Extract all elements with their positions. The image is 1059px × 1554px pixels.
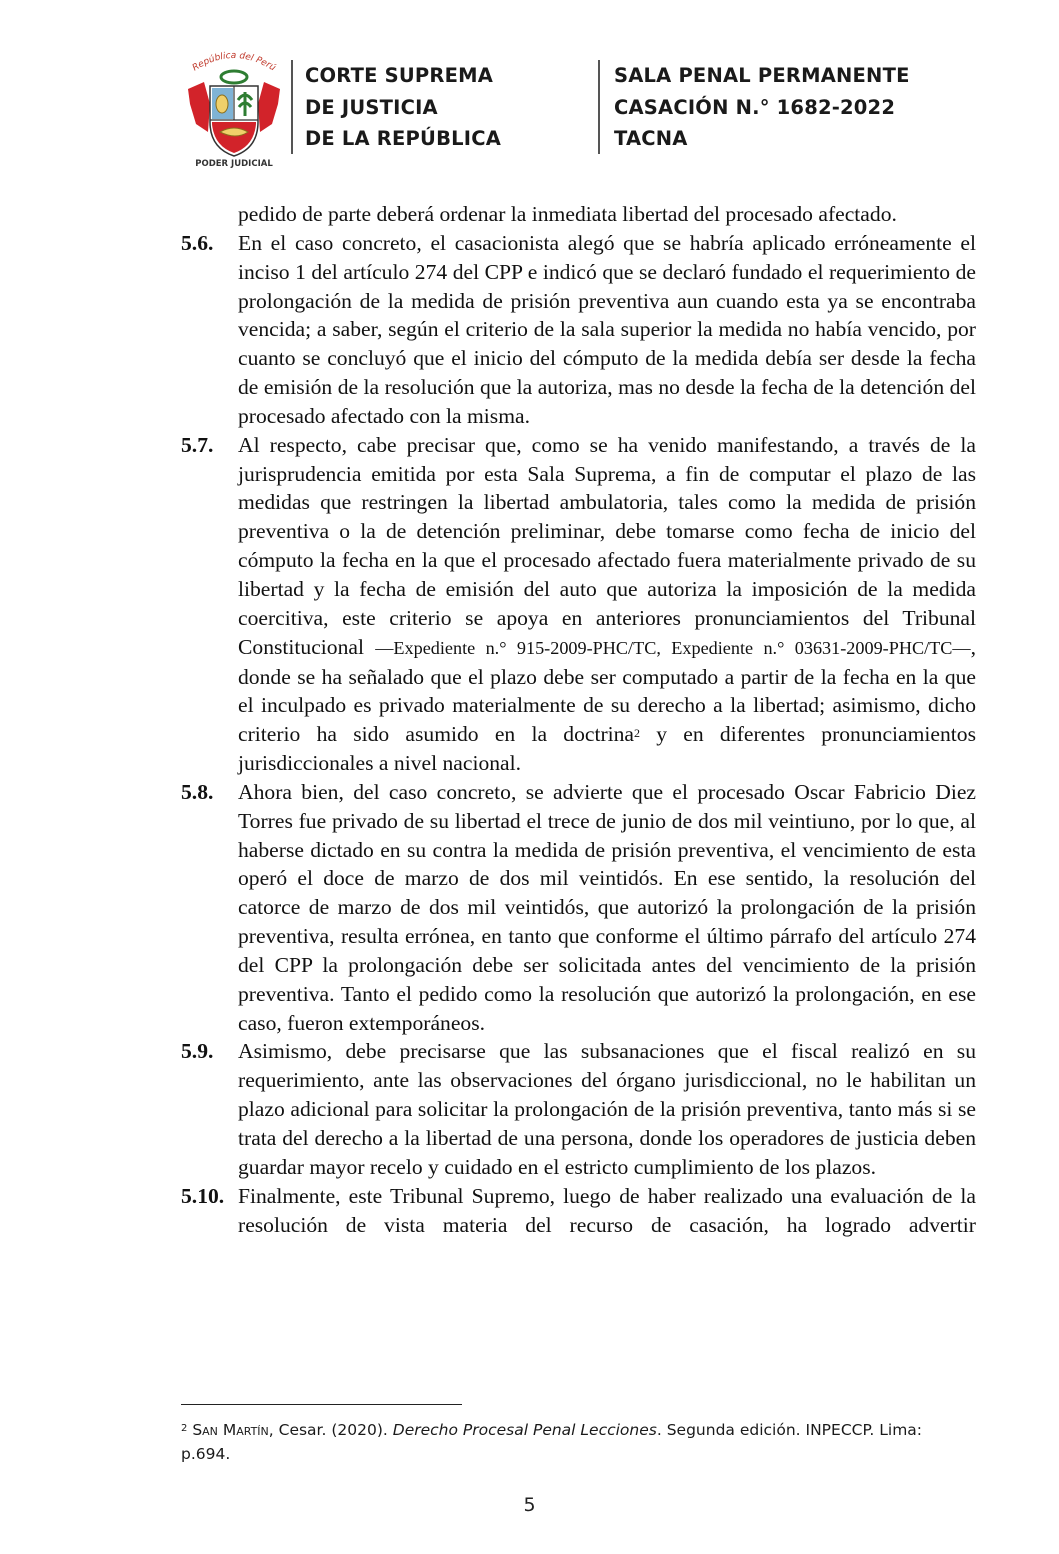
paragraph-continuation	[181, 200, 976, 229]
court-name-block	[291, 60, 501, 154]
paragraph-text: , donde se ha señalado que el plazo debe ser computado a partir de la fecha en la que el inculpado es privado materialmente de su derecho a la libertad; asimismo, dicho criterio ha sido asumido en la doctrina	[238, 634, 976, 747]
footnote-separator	[181, 1404, 462, 1405]
case-number: CASACIÓN N.° 1682-2022	[614, 95, 896, 119]
paragraph-text: En el caso concreto, el casacionista alegó que se habría aplicado erróneamente el inciso 1 del artículo 274 del CPP e indicó que se declaró fundado el requerimiento de prolongación de la medida de prisión preventiva aun cuando esta ya se encontraba vencida; a saber, según el criterio de la sala superior la medida no había vencido, por cuanto se concluyó que el inicio del cómputo de la medida debía ser desde la fecha de emisión de la resolución que la autoriza, mas no desde la fecha de la detención del procesado afectado con la misma.	[238, 230, 976, 428]
footnote-mark: 2	[181, 1423, 188, 1434]
paragraph-text: pedido de parte deberá ordenar la inmediata libertad del procesado afectado.	[238, 202, 897, 226]
seal-bottom-text: PODER JUDICIAL	[195, 159, 273, 168]
page-number: 5	[523, 1494, 536, 1516]
paragraph-number: 5.6.	[181, 230, 214, 255]
footnote-author: San Martín	[192, 1421, 269, 1439]
page-header	[180, 40, 910, 170]
case-citation: —Expediente n.° 915-2009-PHC/TC, Expediente n.° 03631-2009-PHC/TC—	[375, 637, 971, 658]
paragraph-number: 5.8.	[181, 779, 214, 804]
paragraph-text: Ahora bien, del caso concreto, se advierte que el procesado Oscar Fabricio Diez Torres fue privado de su libertad el trece de junio de dos mil veintiuno, por lo que, al haberse dictado en su contra la medida de prisión preventiva, el vencimiento de esta operó el doce de marzo de dos mil veintidós. En ese sentido, la resolución del catorce de marzo de dos mil veintidós, que autorizó la prolongación de la prisión preventiva, resulta errónea, en tanto que conforme el último párrafo del artículo 274 del CPP la prolongación debe ser solicitada antes del vencimiento de la prisión preventiva. Tanto el pedido como la resolución que autorizó la prolongación, en ese caso, fueron extemporáneos.	[238, 779, 976, 1035]
document-body	[181, 200, 976, 1239]
court-line: CORTE SUPREMA	[305, 64, 494, 87]
case-info-block	[598, 60, 910, 154]
paragraph-5-7	[181, 431, 976, 778]
footnote-text: . Segunda edición. INPECCP. Lima: p.694.	[181, 1421, 923, 1463]
paragraph-text: Finalmente, este Tribunal Supremo, luego de haber realizado una evaluación de la resolución de vista materia del recurso de casación, ha logrado advertir	[238, 1183, 976, 1237]
paragraph-text: Al respecto, cabe precisar que, como se ha venido manifestando, a través de la jurisprudencia emitida por esta Sala Suprema, a fin de computar el plazo de las medidas que restringen la libertad ambulatoria, tales como la medida de prisión preventiva o la de detención preliminar, debe tomarse como fecha de inicio del cómputo la fecha en la que el procesado afectado fuera materialmente privado de su libertad y la fecha de emisión del auto que autoriza la imposición de la medida coercitiva, este criterio se apoya en anteriores pronunciamientos del Tribunal Constitucional	[238, 432, 976, 659]
paragraph-text: Asimismo, debe precisarse que las subsanaciones que el fiscal realizó en su requerimiento, ante las observaciones del órgano jurisdiccional, no le habilitan un plazo adicional para solicitar la prolongación de la prisión preventiva, tanto más si se trata del derecho a la libertad de una persona, donde los operadores de justicia deben guardar mayor recelo y cuidado en el estricto cumplimiento de los plazos.	[238, 1039, 976, 1179]
paragraph-5-10	[181, 1182, 976, 1240]
seal-arc-text: República del Perú	[190, 50, 278, 74]
footnote-title: Derecho Procesal Penal Lecciones	[392, 1421, 657, 1439]
paragraph-5-8	[181, 778, 976, 1038]
paragraph-text: y en diferentes pronunciamientos jurisdiccionales a nivel nacional.	[238, 722, 976, 776]
case-location: TACNA	[614, 127, 688, 150]
paragraph-number: 5.9.	[181, 1039, 214, 1064]
paragraph-5-6	[181, 229, 976, 431]
court-line: DE LA REPÚBLICA	[305, 127, 502, 150]
footnote	[181, 1418, 971, 1466]
court-line: DE JUSTICIA	[305, 95, 438, 119]
footnote-text: , Cesar. (2020).	[268, 1421, 393, 1439]
poder-judicial-seal-icon	[180, 44, 288, 168]
sala-name: SALA PENAL PERMANENTE	[614, 64, 910, 87]
paragraph-5-9	[181, 1037, 976, 1181]
paragraph-number: 5.7.	[181, 432, 214, 457]
paragraph-number: 5.10.	[181, 1183, 225, 1208]
footnote-reference[interactable]: 2	[634, 726, 641, 741]
